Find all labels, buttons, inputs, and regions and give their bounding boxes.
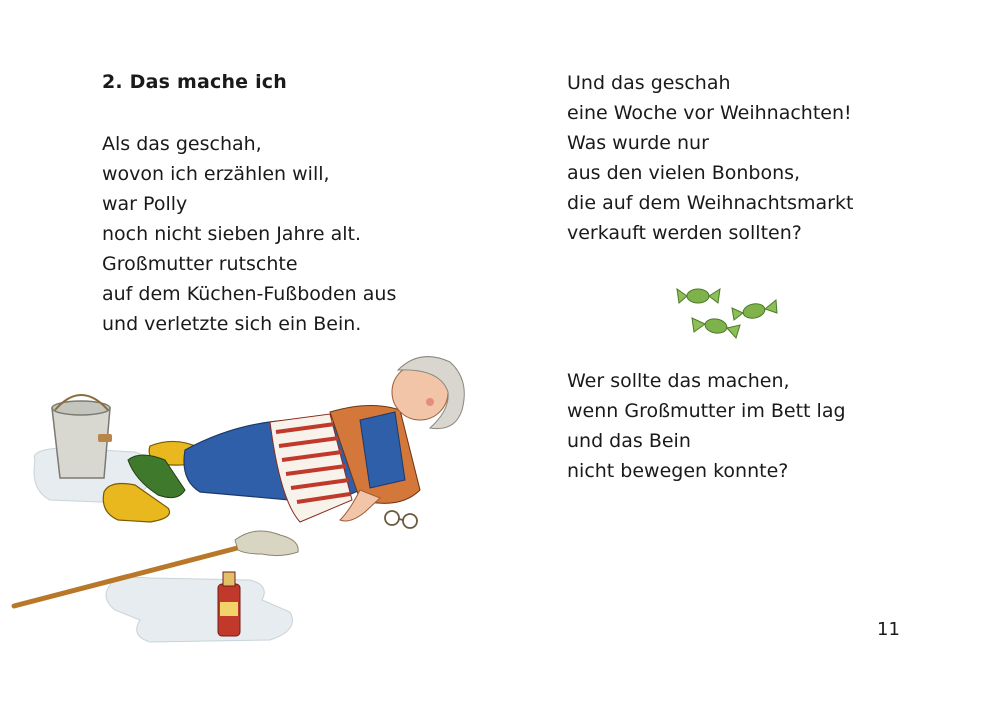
text-line: die auf dem Weihnachtsmarkt (567, 192, 854, 214)
text-line: wovon ich erzählen will, (102, 163, 330, 185)
text-line: noch nicht sieben Jahre alt. (102, 223, 362, 245)
text-line: und verletzte sich ein Bein. (102, 313, 362, 335)
candy-icon (692, 317, 740, 338)
text-line: Und das geschah (567, 72, 731, 94)
candy-icon (677, 289, 720, 303)
right-paragraph-top (567, 68, 853, 248)
text-line: aus den vielen Bonbons, (567, 162, 801, 184)
bucket-icon (52, 395, 112, 478)
text-line: auf dem Küchen-Fußboden aus (102, 283, 397, 305)
text-line: Großmutter rutschte (102, 253, 298, 275)
text-line: eine Woche vor Weihnachten! (567, 102, 852, 124)
text-line: war Polly (102, 193, 188, 215)
page-number: 11 (877, 619, 900, 640)
text-line: und das Bein (567, 430, 691, 452)
text-line: Als das geschah, (102, 133, 262, 155)
water-puddle (106, 577, 293, 642)
wrapped-candies-icon (670, 280, 790, 350)
candy-icon (732, 300, 777, 320)
glasses-icon (385, 511, 417, 528)
text-line: nicht bewegen konnte? (567, 460, 789, 482)
text-line: verkauft werden sollten? (567, 222, 802, 244)
text-line: Wer sollte das machen, (567, 370, 790, 392)
page-heading: 2. Das mache ich (102, 71, 287, 93)
right-paragraph-bottom (567, 366, 846, 486)
text-line: wenn Großmutter im Bett lag (567, 400, 846, 422)
grandmother-head (392, 357, 464, 429)
text-line: Was wurde nur (567, 132, 709, 154)
fallen-grandmother-illustration (0, 340, 480, 670)
left-paragraph (102, 129, 396, 339)
